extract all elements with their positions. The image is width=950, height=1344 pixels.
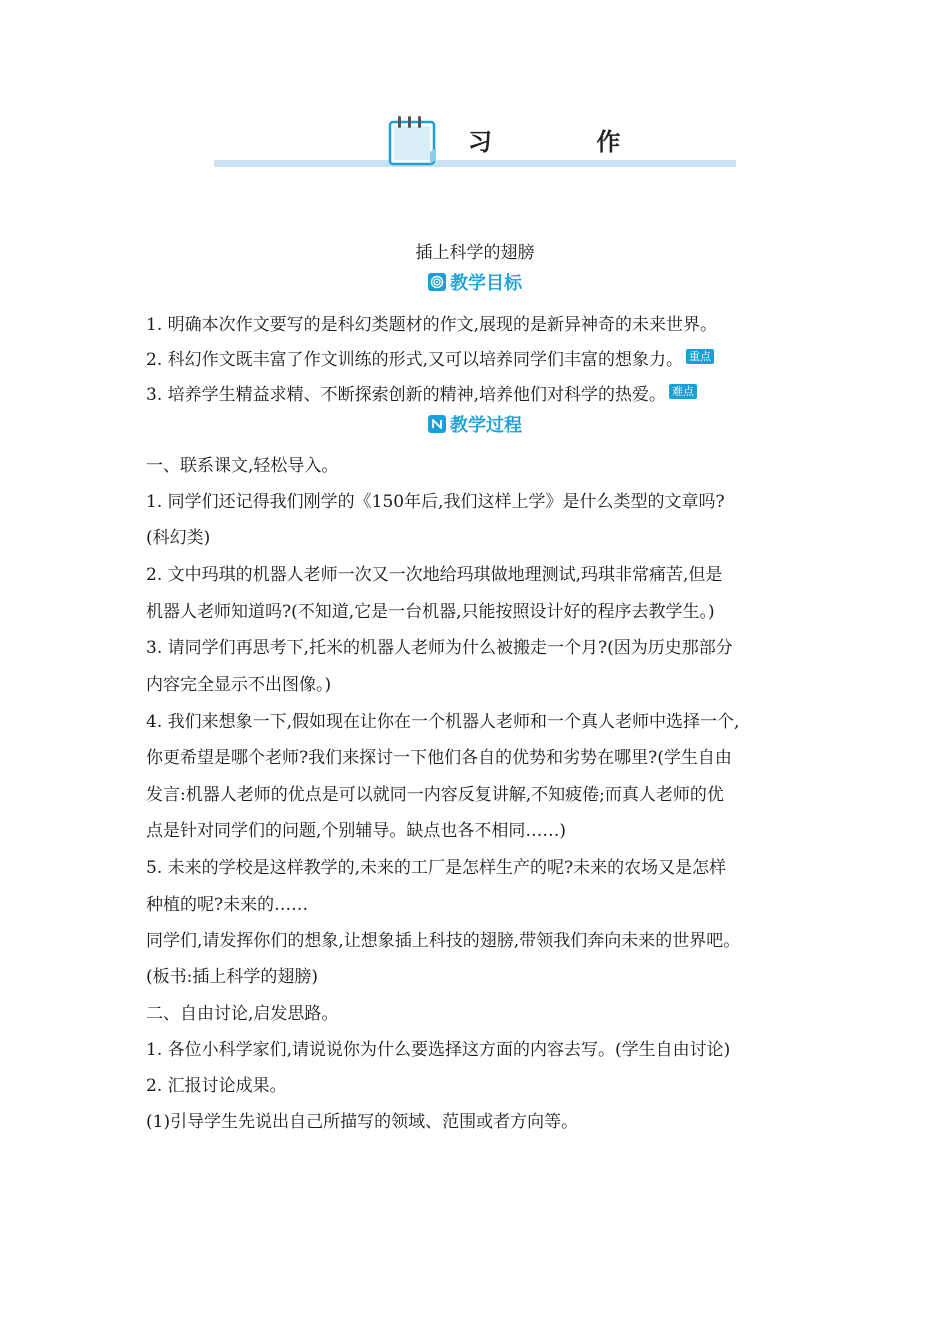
process-line: 2. 文中玛琪的机器人老师一次又一次地给玛琪做地理测试,玛琪非常痛苦,但是 [146, 565, 723, 585]
process-line: 你更希望是哪个老师?我们来探讨一下他们各自的优势和劣势在哪里?(学生自由 [146, 748, 732, 768]
goal-item-text: 2. 科幻作文既丰富了作文训练的形式,又可以培养同学们丰富的想象力。 [146, 350, 684, 370]
process-heading [0, 411, 950, 437]
process-line: 种植的呢?未来的…… [146, 895, 309, 915]
process-line: 1. 各位小科学家们,请说说你为什么要选择这方面的内容去写。(学生自由讨论) [146, 1040, 731, 1060]
process-heading-label: 教学过程 [450, 415, 522, 436]
process-line: 内容完全显示不出图像。) [146, 675, 332, 695]
process-line: 同学们,请发挥你们的想象,让想象插上科技的翅膀,带领我们奔向未来的世界吧。 [146, 931, 741, 951]
section-banner [214, 112, 736, 174]
key-point-badge: 重点 [686, 349, 714, 364]
process-line: 5. 未来的学校是这样教学的,未来的工厂是怎样生产的呢?未来的农场又是怎样 [146, 858, 727, 878]
calendar-notebook-icon [386, 112, 442, 168]
process-n-icon [428, 415, 446, 433]
process-line: (科幻类) [146, 528, 211, 548]
process-line: 发言:机器人老师的优点是可以就同一内容反复讲解,不知疲倦;而真人老师的优 [146, 785, 724, 805]
goal-item-text: 1. 明确本次作文要写的是科幻类题材的作文,展现的是新异神奇的未来世界。 [146, 315, 718, 335]
process-line: 4. 我们来想象一下,假如现在让你在一个机器人老师和一个真人老师中选择一个, [146, 712, 740, 732]
process-line: 2. 汇报讨论成果。 [146, 1076, 287, 1096]
goal-item [146, 380, 697, 405]
difficulty-badge: 难点 [669, 384, 697, 399]
process-line: (1)引导学生先说出自己所描写的领域、范围或者方向等。 [146, 1112, 579, 1132]
target-icon [428, 273, 446, 291]
process-line: 3. 请同学们再思考下,托米的机器人老师为什么被搬走一个月?(因为历史那部分 [146, 638, 733, 658]
process-line: 二、自由讨论,启发思路。 [146, 1004, 339, 1024]
goals-heading-label: 教学目标 [450, 273, 522, 294]
process-line: 一、联系课文,轻松导入。 [146, 456, 339, 476]
goals-heading [0, 269, 950, 295]
goal-item [146, 310, 717, 335]
process-line: 机器人老师知道吗?(不知道,它是一台机器,只能按照设计好的程序去教学生。) [146, 602, 715, 622]
goal-item-text: 3. 培养学生精益求精、不断探索创新的精神,培养他们对科学的热爱。 [146, 385, 667, 405]
process-line: 1. 同学们还记得我们刚学的《150年后,我们这样上学》是什么类型的文章吗? [146, 492, 725, 512]
process-line: 点是针对同学们的问题,个别辅导。缺点也各不相同……) [146, 821, 567, 841]
banner-underline [214, 160, 736, 167]
goal-item [146, 345, 714, 370]
document-title: 插上科学的翅膀 [415, 243, 535, 263]
banner-title: 习 作 [468, 128, 669, 156]
process-line: (板书:插上科学的翅膀) [146, 967, 318, 987]
